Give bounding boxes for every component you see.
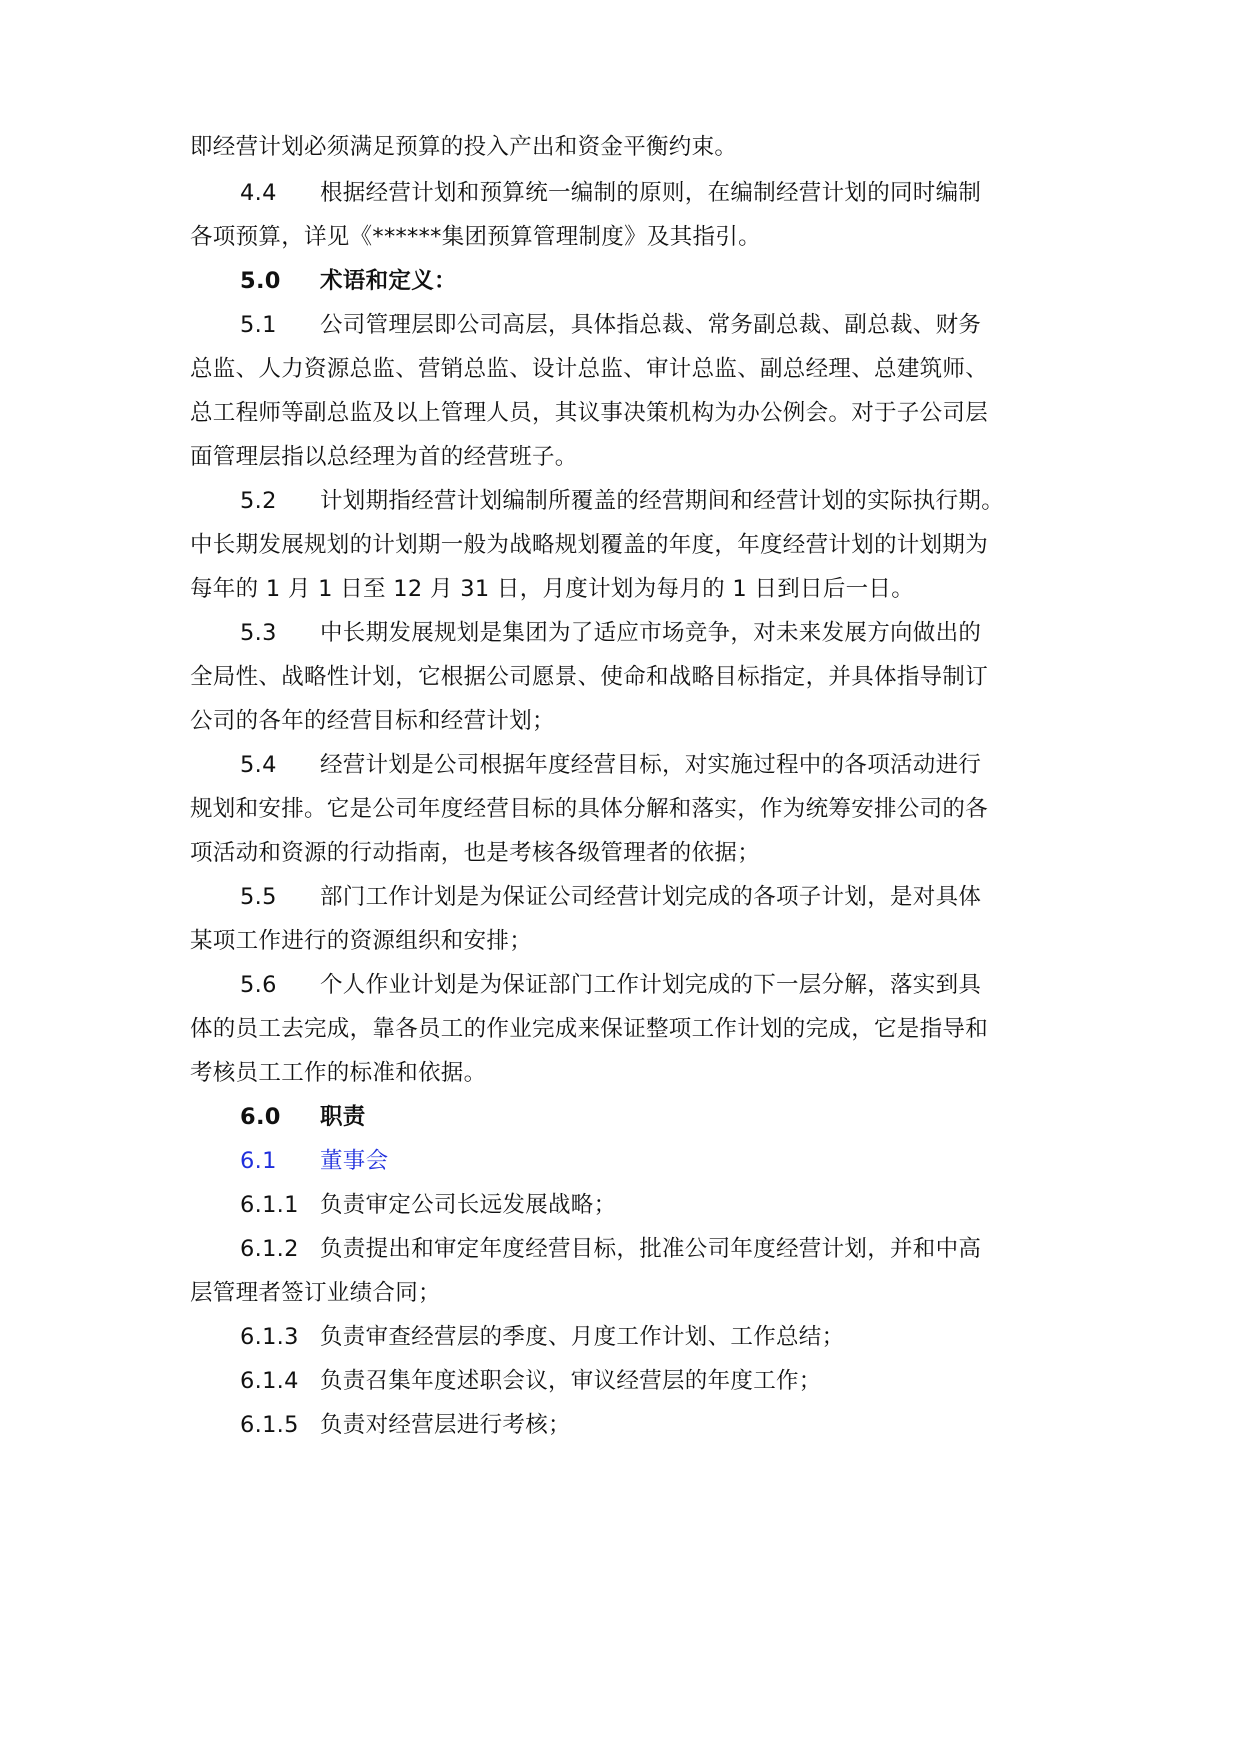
line-text: 项活动和资源的行动指南，也是考核各级管理者的依据； xyxy=(190,840,761,866)
line-text: 总工程师等副总监及以上管理人员，其议事决策机构为办公例会。对于子公司层 xyxy=(190,400,989,426)
heading-text: 术语和定义： xyxy=(320,268,457,294)
paragraph-line xyxy=(190,916,1070,966)
paragraph-line xyxy=(190,564,1070,614)
section-text: 负责对经营层进行考核； xyxy=(320,1412,571,1438)
section-6-1-5 xyxy=(240,1400,1070,1450)
paragraph-line xyxy=(190,432,1070,482)
section-6-1-2 xyxy=(240,1224,1070,1274)
heading-6-0 xyxy=(240,1092,1070,1142)
paragraph-line xyxy=(190,696,1070,746)
section-number: 5.5 xyxy=(240,884,277,910)
heading-number: 6.0 xyxy=(240,1104,281,1130)
heading-5-0 xyxy=(240,256,1070,306)
paragraph-line xyxy=(190,520,1070,570)
section-5-5 xyxy=(240,872,1070,922)
section-5-1 xyxy=(240,300,1070,350)
line-text: 规划和安排。它是公司年度经营目标的具体分解和落实，作为统筹安排公司的各 xyxy=(190,796,989,822)
paragraph-line xyxy=(190,212,1070,262)
heading-number: 5.0 xyxy=(240,268,281,294)
section-text: 公司管理层即公司高层，具体指总裁、常务副总裁、副总裁、财务 xyxy=(320,312,982,338)
paragraph-line xyxy=(190,122,1070,172)
section-text: 根据经营计划和预算统一编制的原则，在编制经营计划的同时编制 xyxy=(320,180,982,206)
section-6-1-3 xyxy=(240,1312,1070,1362)
section-5-2 xyxy=(240,476,1070,526)
section-6-1-4 xyxy=(240,1356,1070,1406)
section-text: 董事会 xyxy=(320,1148,389,1174)
section-6-1-1 xyxy=(240,1180,1070,1230)
section-number: 5.1 xyxy=(240,312,277,338)
line-text: 即经营计划必须满足预算的投入产出和资金平衡约束。 xyxy=(190,134,738,160)
section-5-3 xyxy=(240,608,1070,658)
paragraph-line xyxy=(190,1004,1070,1054)
section-6-1 xyxy=(240,1136,1070,1186)
section-5-6 xyxy=(240,960,1070,1010)
section-text: 经营计划是公司根据年度经营目标，对实施过程中的各项活动进行 xyxy=(320,752,982,778)
paragraph-line xyxy=(190,784,1070,834)
paragraph-line xyxy=(190,1048,1070,1098)
section-text: 负责审查经营层的季度、月度工作计划、工作总结； xyxy=(320,1324,845,1350)
section-text: 负责审定公司长远发展战略； xyxy=(320,1192,617,1218)
line-text: 公司的各年的经营目标和经营计划； xyxy=(190,708,555,734)
line-text: 全局性、战略性计划，它根据公司愿景、使命和战略目标指定，并具体指导制订 xyxy=(190,664,989,690)
section-number: 5.3 xyxy=(240,620,277,646)
line-text: 体的员工去完成，靠各员工的作业完成来保证整项工作计划的完成，它是指导和 xyxy=(190,1016,989,1042)
line-text: 某项工作进行的资源组织和安排； xyxy=(190,928,533,954)
section-text: 计划期指经营计划编制所覆盖的经营期间和经营计划的实际执行期。 xyxy=(320,488,1005,514)
paragraph-line xyxy=(190,828,1070,878)
section-4-4 xyxy=(240,168,1070,218)
section-number: 4.4 xyxy=(240,180,277,206)
line-text: 中长期发展规划的计划期一般为战略规划覆盖的年度，年度经营计划的计划期为 xyxy=(190,532,989,558)
line-text: 各项预算，详见《******集团预算管理制度》及其指引。 xyxy=(190,224,761,250)
paragraph-line xyxy=(190,344,1070,394)
section-text: 中长期发展规划是集团为了适应市场竞争，对未来发展方向做出的 xyxy=(320,620,982,646)
section-text: 部门工作计划是为保证公司经营计划完成的各项子计划，是对具体 xyxy=(320,884,982,910)
paragraph-line xyxy=(190,652,1070,702)
heading-text: 职责 xyxy=(320,1104,366,1130)
paragraph-line xyxy=(190,1268,1070,1318)
paragraph-line xyxy=(190,388,1070,438)
section-number: 5.2 xyxy=(240,488,277,514)
section-number: 6.1.1 xyxy=(240,1192,299,1218)
section-text: 负责提出和审定年度经营目标，批准公司年度经营计划，并和中高 xyxy=(320,1236,982,1262)
line-text: 总监、人力资源总监、营销总监、设计总监、审计总监、副总经理、总建筑师、 xyxy=(190,356,989,382)
section-number: 6.1 xyxy=(240,1148,277,1174)
line-text: 考核员工工作的标准和依据。 xyxy=(190,1060,487,1086)
section-text: 负责召集年度述职会议，审议经营层的年度工作； xyxy=(320,1368,822,1394)
section-text: 个人作业计划是为保证部门工作计划完成的下一层分解，落实到具 xyxy=(320,972,982,998)
section-number: 5.4 xyxy=(240,752,277,778)
section-number: 5.6 xyxy=(240,972,277,998)
line-text: 面管理层指以总经理为首的经营班子。 xyxy=(190,444,578,470)
section-number: 6.1.5 xyxy=(240,1412,299,1438)
section-number: 6.1.3 xyxy=(240,1324,299,1350)
section-number: 6.1.2 xyxy=(240,1236,299,1262)
line-text: 每年的 1 月 1 日至 12 月 31 日，月度计划为每月的 1 日到日后一日。 xyxy=(190,576,915,602)
section-5-4 xyxy=(240,740,1070,790)
section-number: 6.1.4 xyxy=(240,1368,299,1394)
line-text: 层管理者签订业绩合同； xyxy=(190,1280,441,1306)
